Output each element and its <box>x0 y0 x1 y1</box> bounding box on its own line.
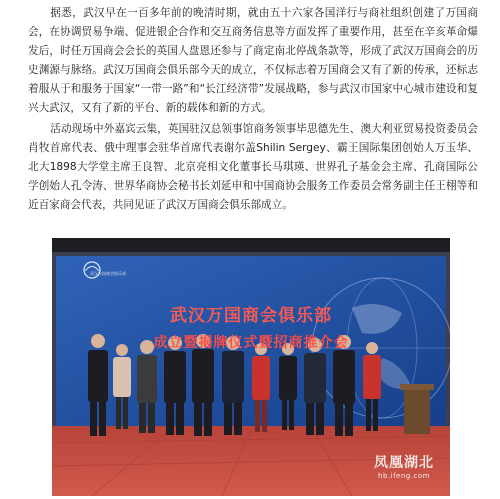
banner-title: 武汉万国商会俱乐部 <box>170 306 332 326</box>
watermark <box>374 452 434 480</box>
banner-subtitle: 成立暨揭牌仪式暨招商推介会 <box>153 335 349 351</box>
watermark-url: hb.ifeng.com <box>378 472 430 480</box>
watermark-logo: 凤凰湖北 <box>374 455 434 471</box>
event-photo <box>52 238 450 496</box>
banner-small-text: 武汉万国商会俱乐部 <box>90 271 126 276</box>
paragraph-history: 据悉，武汉早在一百多年前的晚清时期，就由五十六家各国洋行与商社组织创建了万国商会，在协调贸易争端、促进银企合作和交互商务信息等方面发挥了重要作用，甚至在辛亥革命爆发后，时任万国商会会长的英国人盘恩还参与了商定南北停战条款等，形成了武汉万国商会的历史渊源与脉络。武汉万国商会俱乐部今天的成立，不仅标志着万国商会又有了新的传承，还标志着服从于和服务于国家“一带一路”和“长江经济带”发展战略，参与武汉市国家中心城市建设和复兴大武汉，又有了新的平台、新的载体和新的方式。 <box>28 7 478 114</box>
paragraph-guests: 活动现场中外嘉宾云集，英国驻汉总领事馆商务领事毕思德先生、澳大利亚贸易投资委员会肖牧首席代表、俄中理事会驻华首席代表谢尔盖Shilin Sergey、霸王国际集团创始人万玉华、北大1898大学堂主席王良智、北京亮相文化董事长马琪瑛、世界孔子基金会主席、孔商国际公学创始人孔令涛、世界华商协会秘书长刘延申和中国商协会服务工作委员会常务副主任王栩等和近百家商会代表，共同见证了武汉万国商会俱乐部成立。 <box>28 123 478 211</box>
